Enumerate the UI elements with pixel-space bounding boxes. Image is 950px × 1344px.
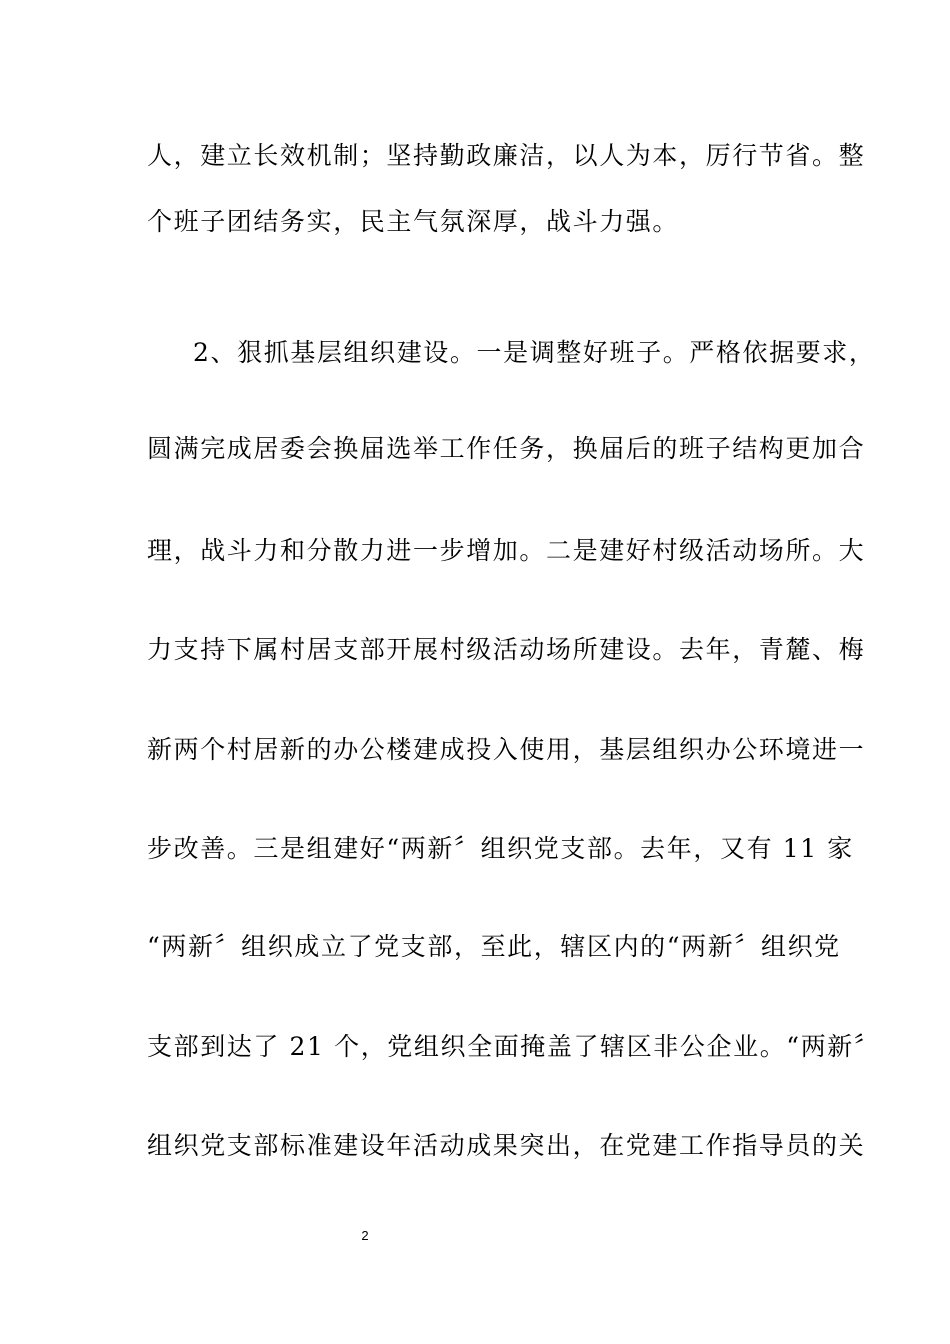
text-line-7: 新两个村居新的办公楼建成投入使用，基层组织办公环境进一 <box>147 735 866 764</box>
text-line-1: 人，建立长效机制；坚持勤政廉洁，以人为本，厉行节省。整 <box>147 141 866 170</box>
text-line-5: 理，战斗力和分散力进一步增加。二是建好村级活动场所。大 <box>147 536 866 565</box>
page-number: 2 <box>361 1228 369 1243</box>
text-line-3: 2、狠抓基层组织建设。一是调整好班子。严格依据要求， <box>193 338 876 367</box>
text-line-8: 步改善。三是组建好“两新〞组织党支部。去年，又有 11 家 <box>147 834 854 863</box>
text-line-11: 组织党支部标准建设年活动成果突出，在党建工作指导员的关 <box>147 1131 866 1160</box>
text-line-9: “两新〞组织成立了党支部，至此，辖区内的“两新〞组织党 <box>147 932 841 961</box>
text-line-6: 力支持下属村居支部开展村级活动场所建设。去年，青麓、梅 <box>147 635 866 664</box>
text-line-10: 支部到达了 21 个，党组织全面掩盖了辖区非公企业。“两新〞 <box>147 1032 881 1061</box>
text-line-4: 圆满完成居委会换届选举工作任务，换届后的班子结构更加合 <box>147 434 866 463</box>
text-line-2: 个班子团结务实，民主气氛深厚，战斗力强。 <box>147 207 680 236</box>
